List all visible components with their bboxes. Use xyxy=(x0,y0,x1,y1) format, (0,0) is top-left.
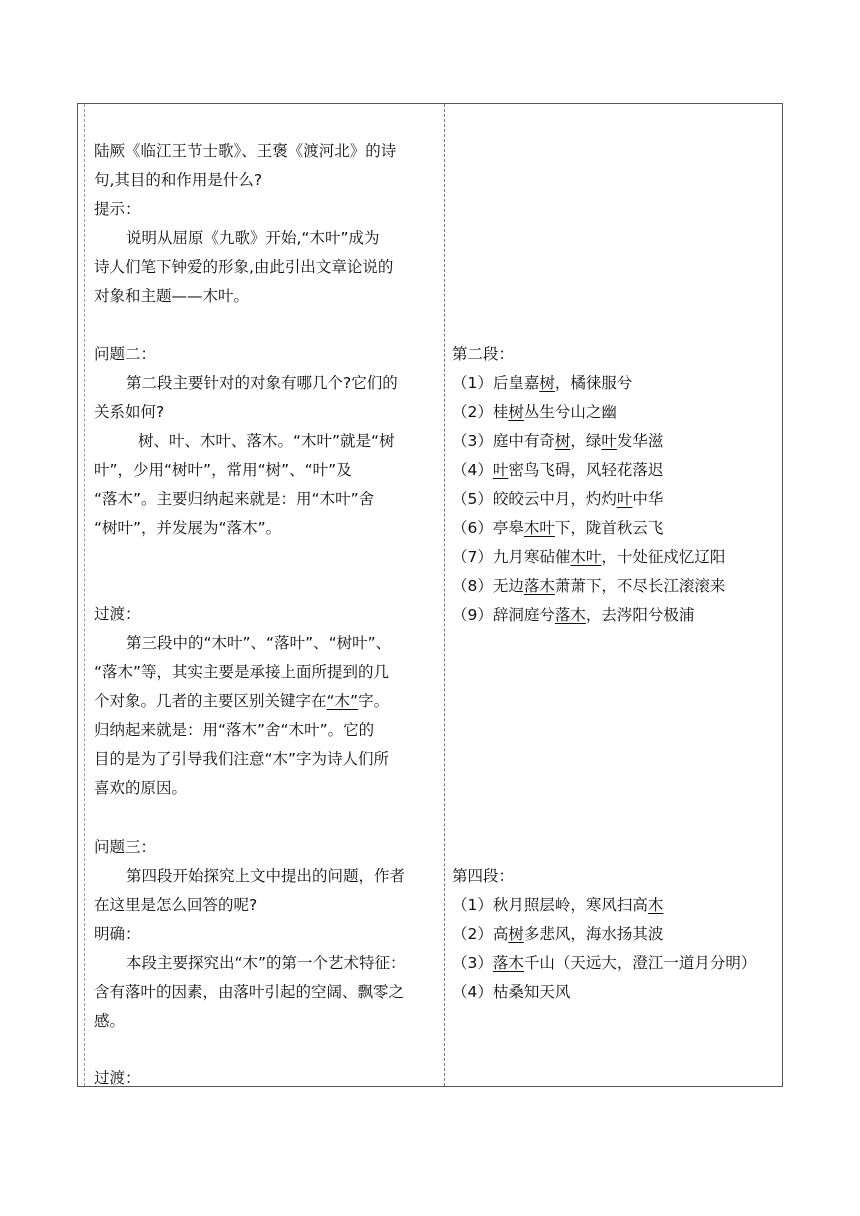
poem-keyword: 落木 xyxy=(523,577,555,595)
transition-one-label: 过渡： xyxy=(94,605,141,623)
poem-text: （2）桂 xyxy=(452,403,509,421)
poem-line-8 xyxy=(452,576,725,596)
question-three-label: 问题三： xyxy=(94,838,157,856)
poem-text: 中华 xyxy=(632,490,664,508)
section-four-label: 第四段： xyxy=(452,867,515,885)
poem-text: ，橘徕服兮 xyxy=(554,374,633,392)
answer-two-line-1: 树、叶、木叶、落木。“木叶”就是“树 xyxy=(138,432,395,450)
poem-line-3 xyxy=(452,431,663,451)
question-one-line-1: 陆厥《临江王节士歌》、王褒《渡河北》的诗 xyxy=(94,142,397,160)
poem-line-4 xyxy=(452,460,663,480)
poem-text: （1）后皇嘉 xyxy=(452,374,540,392)
poem-text: 丛生兮山之幽 xyxy=(523,403,617,421)
poem-text: 密鸟飞碍，风轻花落迟 xyxy=(508,461,664,479)
transition-one-line-6: 喜欢的原因。 xyxy=(94,779,188,797)
question-three-line-2: 在这里是怎么回答的呢? xyxy=(94,896,258,914)
poem-text: （2）高 xyxy=(452,925,509,943)
poem-line-5 xyxy=(452,489,663,509)
poem-text: （5）皎皎云中月，灼灼 xyxy=(452,490,617,508)
hint-line-3: 对象和主题——木叶。 xyxy=(94,287,250,305)
hint-label: 提示： xyxy=(94,200,141,218)
transition-one-line-1: 第三段中的“木叶”、“落叶”、“树叶”、 xyxy=(126,634,392,652)
poem-keyword: 木叶 xyxy=(523,519,555,537)
question-two-line-1: 第二段主要针对的对象有哪几个?它们的 xyxy=(126,374,398,392)
answer-two-line-3: “落木”。主要归纳起来就是：用“木叶”舍 xyxy=(94,490,375,508)
poem-text: ，十处征戍忆辽阳 xyxy=(601,548,726,566)
poem-line-s4-2 xyxy=(452,924,663,944)
column-divider xyxy=(444,104,445,1086)
poem-keyword: 落木 xyxy=(554,606,586,624)
poem-text: （4）枯桑知天风 xyxy=(452,983,571,1001)
poem-text: （3）庭中有奇 xyxy=(452,432,555,450)
poem-keyword: 叶 xyxy=(601,432,617,450)
question-three-line-1: 第四段开始探究上文中提出的问题，作者 xyxy=(126,867,406,885)
poem-text: （1）秋月照层岭，寒风扫高 xyxy=(452,896,648,914)
clarify-line-1: 本段主要探究出“木”的第一个艺术特征： xyxy=(126,954,406,972)
poem-line-s4-4 xyxy=(452,982,570,1002)
question-two-label: 问题二： xyxy=(94,345,157,363)
poem-text: 千山（天远大，澄江一道月分明） xyxy=(523,954,757,972)
hint-line-2: 诗人们笔下钟爱的形象,由此引出文章论说的 xyxy=(94,258,394,276)
poem-text: （7）九月寒砧催 xyxy=(452,548,571,566)
poem-keyword: 树 xyxy=(508,925,524,943)
poem-text: （9）辞洞庭兮 xyxy=(452,606,555,624)
transition-one-line-3 xyxy=(94,691,389,711)
poem-line-s4-1 xyxy=(452,895,663,915)
poem-keyword: 树 xyxy=(539,374,555,392)
poem-text: 多悲风，海水扬其波 xyxy=(523,925,664,943)
margin-marker xyxy=(84,104,85,1086)
poem-text: （6）亭皋 xyxy=(452,519,524,537)
poem-keyword: 叶 xyxy=(616,490,633,508)
poem-keyword: 树 xyxy=(554,432,571,450)
poem-line-s4-3 xyxy=(452,953,756,973)
answer-two-line-4: “树叶”，并发展为“落木”。 xyxy=(94,519,282,537)
poem-keyword: 树 xyxy=(508,403,524,421)
clarify-line-2: 含有落叶的因素，由落叶引起的空阔、飘零之 xyxy=(94,983,405,1001)
section-two-label: 第二段： xyxy=(452,345,515,363)
poem-keyword: 落木 xyxy=(492,954,524,972)
question-two-line-2: 关系如何? xyxy=(94,403,165,421)
poem-keyword: 木 xyxy=(647,896,664,914)
poem-line-1 xyxy=(452,373,632,393)
poem-line-6 xyxy=(452,518,663,538)
poem-text: ，绿 xyxy=(570,432,602,450)
poem-line-9 xyxy=(452,605,694,625)
transition-one-line-2: “落木”等，其实主要是承接上面所提到的几 xyxy=(94,663,390,681)
answer-two-line-2: 叶”，少用“树叶”，常用“树”、“叶”及 xyxy=(94,461,352,479)
poem-line-7 xyxy=(452,547,725,567)
poem-text: （4） xyxy=(452,461,493,479)
poem-line-2 xyxy=(452,402,617,422)
transition-one-line-4: 归纳起来就是：用“落木”舍“木叶”。它的 xyxy=(94,721,375,739)
poem-keyword: 木叶 xyxy=(570,548,602,566)
hint-line-1: 说明从屈原《九歌》开始,“木叶”成为 xyxy=(126,229,380,247)
lesson-table xyxy=(77,103,783,1087)
transition-one-line-3-b: 字。 xyxy=(358,692,390,710)
poem-text: （3） xyxy=(452,954,493,972)
poem-keyword: 叶 xyxy=(492,461,509,479)
poem-text: 下，陇首秋云飞 xyxy=(554,519,664,537)
transition-one-line-3-a: 个对象。几者的主要区别关键字在 xyxy=(94,692,327,710)
clarify-line-3: 感。 xyxy=(94,1012,126,1030)
question-one-line-2: 句,其目的和作用是什么? xyxy=(94,171,263,189)
poem-text: ，去涔阳兮极浦 xyxy=(585,606,695,624)
poem-text: 萧萧下，不尽长江滚滚来 xyxy=(554,577,726,595)
poem-text: 发华滋 xyxy=(616,432,664,450)
clarify-label: 明确： xyxy=(94,925,141,943)
transition-one-line-5: 目的是为了引导我们注意“木”字为诗人们所 xyxy=(94,750,390,768)
poem-text: （8）无边 xyxy=(452,577,524,595)
transition-two-label: 过渡： xyxy=(94,1069,141,1087)
key-character-underlined: “木” xyxy=(326,692,359,710)
